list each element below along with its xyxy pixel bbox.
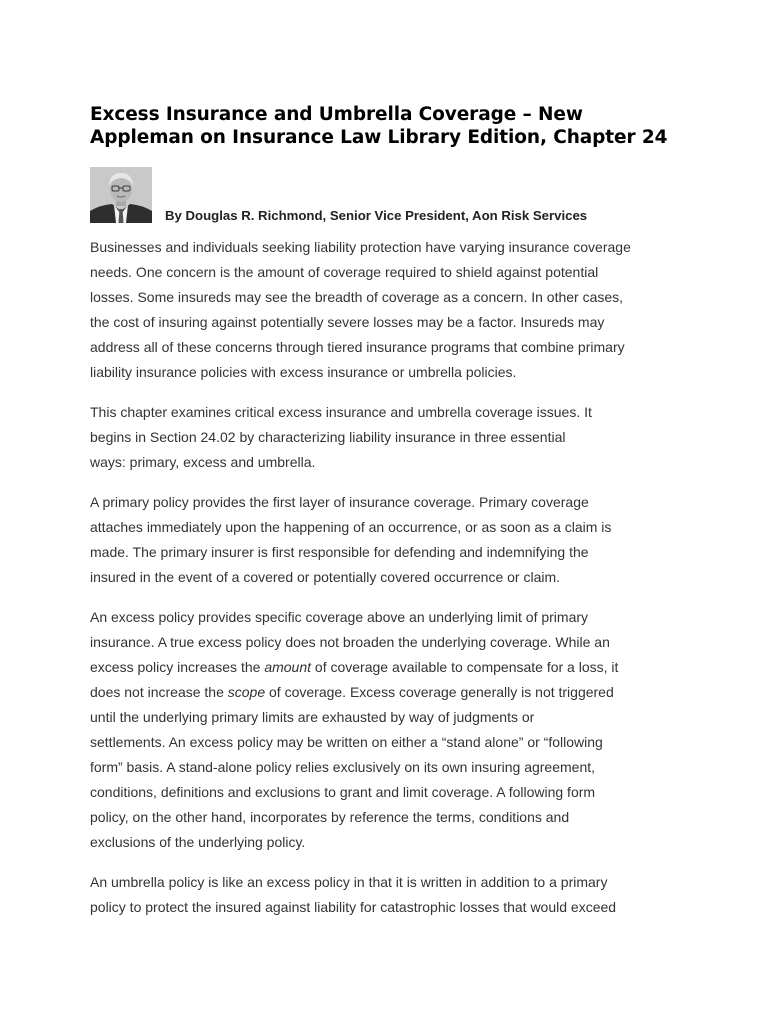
text-line: An excess policy provides specific coverage above an underlying limit of primary (90, 609, 589, 625)
text-segment: does not increase the (90, 684, 228, 700)
title-line: Excess Insurance and Umbrella Coverage – New (90, 104, 583, 125)
text-line (90, 680, 680, 705)
paragraph (90, 235, 680, 385)
text-line: until the underlying primary limits are exhausted by way of judgments or (90, 709, 535, 725)
author-byline: By Douglas R. Richmond, Senior Vice President, Aon Risk Services (165, 208, 588, 223)
text-line: insured in the event of a covered or potentially covered occurrence or claim. (90, 569, 561, 585)
title-line: Appleman on Insurance Law Library Edition, Chapter 24 (90, 127, 668, 148)
document-page (90, 103, 680, 935)
text-line: policy to protect the insured against liability for catastrophic losses that would exceed (90, 899, 617, 915)
text-line: losses. Some insureds may see the breadth of coverage as a concern. In other cases, (90, 289, 624, 305)
article-body (90, 235, 680, 920)
text-line: An umbrella policy is like an excess policy in that it is written in addition to a primary (90, 874, 608, 890)
text-segment: of coverage available to compensate for a loss, it (311, 659, 619, 675)
text-line: address all of these concerns through tiered insurance programs that combine primary (90, 339, 625, 355)
text-line: made. The primary insurer is first responsible for defending and indemnifying the (90, 544, 589, 560)
text-line: liability insurance policies with excess insurance or umbrella policies. (90, 364, 517, 380)
text-line: settlements. An excess policy may be written on either a “stand alone” or “following (90, 734, 603, 750)
text-line: begins in Section 24.02 by characterizing liability insurance in three essential (90, 429, 566, 445)
text-line: conditions, definitions and exclusions to grant and limit coverage. A following form (90, 784, 596, 800)
paragraph (90, 490, 680, 590)
text-segment: of coverage. Excess coverage generally is not triggered (265, 684, 614, 700)
text-line: the cost of insuring against potentially severe losses may be a factor. Insureds may (90, 314, 605, 330)
author-row (90, 167, 680, 224)
text-segment: excess policy increases the (90, 659, 265, 675)
paragraph (90, 605, 680, 855)
text-line: insurance. A true excess policy does not broaden the underlying coverage. While an (90, 634, 610, 650)
paragraph (90, 400, 680, 475)
text-line: ways: primary, excess and umbrella. (90, 454, 316, 470)
text-line: policy, on the other hand, incorporates by reference the terms, conditions and (90, 809, 570, 825)
text-line (90, 655, 680, 680)
text-line: Businesses and individuals seeking liability protection have varying insurance coverage (90, 239, 631, 255)
text-line: attaches immediately upon the happening of an occurrence, or as soon as a claim is (90, 519, 612, 535)
emphasized-text: amount (264, 659, 312, 675)
text-line: A primary policy provides the first layer of insurance coverage. Primary coverage (90, 494, 589, 510)
article-title (90, 103, 680, 149)
text-line: exclusions of the underlying policy. (90, 834, 306, 850)
author-photo (90, 167, 152, 223)
text-line: This chapter examines critical excess insurance and umbrella coverage issues. It (90, 404, 592, 420)
text-line: needs. One concern is the amount of coverage required to shield against potential (90, 264, 599, 280)
emphasized-text: scope (227, 684, 266, 700)
text-line: form” basis. A stand-alone policy relies exclusively on its own insuring agreement, (90, 759, 596, 775)
paragraph (90, 870, 680, 920)
